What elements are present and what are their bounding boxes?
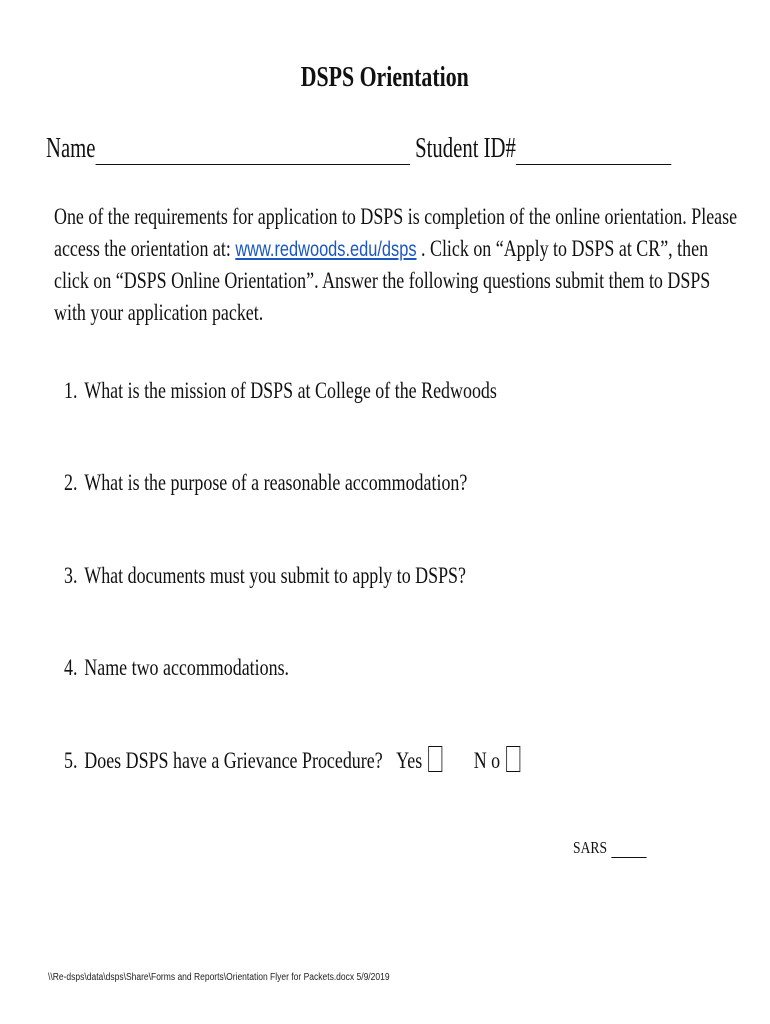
student-id-field[interactable] xyxy=(516,138,671,165)
question-text: What is the purpose of a reasonable accommodation? xyxy=(84,470,468,495)
intro-line-4: with your application packet. xyxy=(54,299,264,325)
yes-label: Yes xyxy=(396,748,423,773)
student-info-row xyxy=(46,133,770,165)
student-id-label: Student ID# xyxy=(415,133,516,164)
question-1 xyxy=(64,377,619,405)
question-number: 2. xyxy=(64,470,78,495)
question-4 xyxy=(64,654,353,682)
question-number: 1. xyxy=(64,378,78,403)
file-path-footer: \\Re-dsps\data\dsps\Share\Forms and Reports\Orientation Flyer for Packets.docx 5/9/2019 xyxy=(48,972,390,983)
question-5 xyxy=(64,746,649,775)
question-number: 4. xyxy=(64,655,78,680)
intro-line-3: click on “DSPS Online Orientation”. Answer the following questions submit them to DSPS xyxy=(54,268,711,293)
question-2 xyxy=(64,469,581,497)
question-text: What documents must you submit to apply to DSPS? xyxy=(84,563,467,588)
name-field[interactable] xyxy=(95,138,410,165)
intro-line-2: access the orientation at: www.redwoods.edu/dsps . Click on “Apply to DSPS at CR”, then xyxy=(54,235,709,261)
sars-field-row xyxy=(573,838,665,858)
question-text: Does DSPS have a Grievance Procedure? xyxy=(84,748,383,773)
sars-label: SARS xyxy=(573,838,608,857)
question-text: What is the mission of DSPS at College of the Redwoods xyxy=(84,378,497,403)
sars-field[interactable] xyxy=(611,843,646,858)
intro-line-1: One of the requirements for application to DSPS is completion of the online orientation. Please xyxy=(54,204,738,229)
intro-paragraph xyxy=(54,201,770,328)
no-label: N o xyxy=(473,748,501,773)
question-3 xyxy=(64,562,579,590)
question-text: Name two accommodations. xyxy=(84,655,290,680)
question-number: 3. xyxy=(64,563,78,588)
orientation-link[interactable]: www.redwoods.edu/dsps xyxy=(235,237,417,261)
name-label: Name xyxy=(46,133,96,164)
yes-checkbox[interactable] xyxy=(428,746,442,772)
page-title: DSPS Orientation xyxy=(300,62,470,93)
question-number: 5. xyxy=(64,748,78,773)
no-checkbox[interactable] xyxy=(506,746,520,772)
